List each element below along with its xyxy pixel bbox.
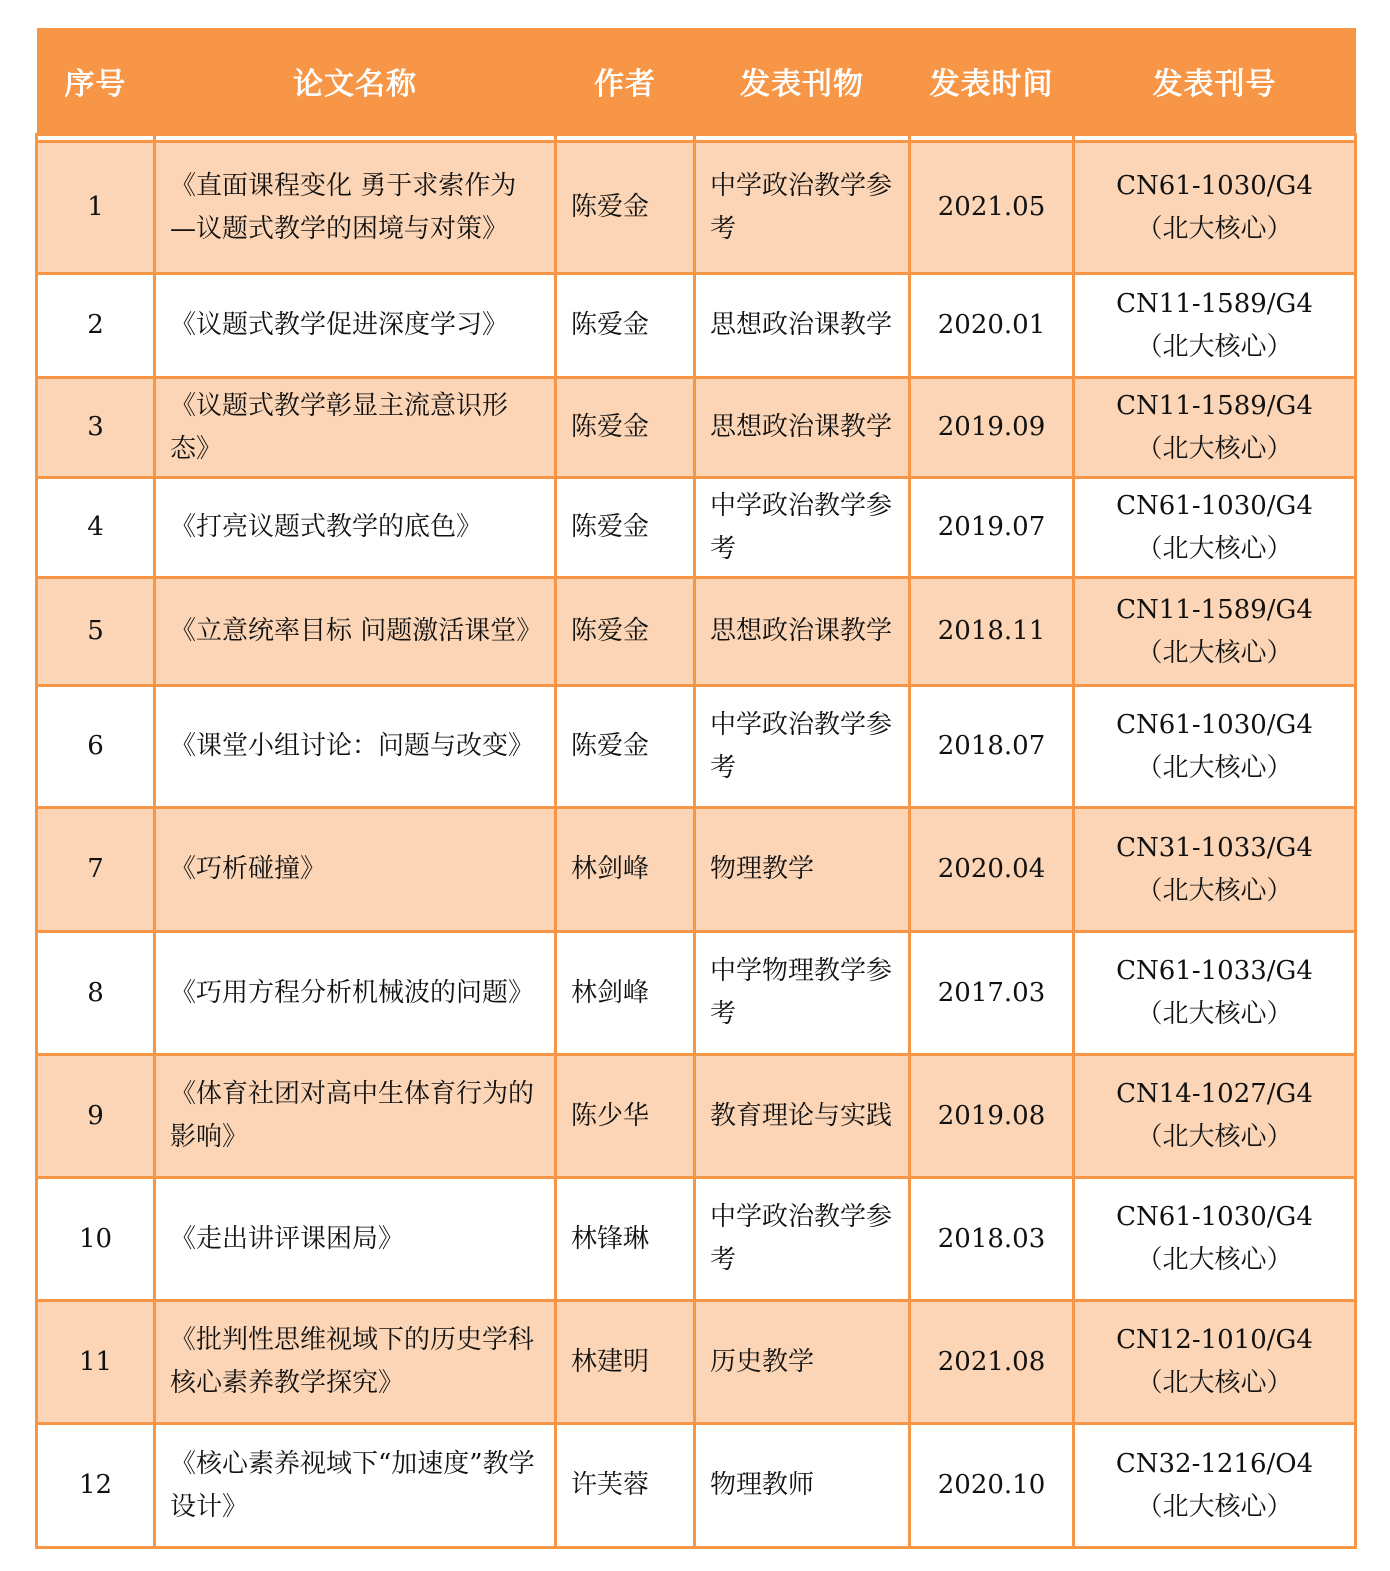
cell-journal: 中学政治教学参考 — [695, 478, 910, 578]
cn-number: CN61-1033/G4 — [1116, 956, 1313, 986]
cell-cn — [1074, 142, 1356, 274]
cell-no: 9 — [37, 1055, 155, 1178]
cn-number: CN11-1589/G4 — [1116, 288, 1313, 319]
cell-journal: 思想政治课教学 — [695, 274, 910, 378]
header-no: 序号 — [37, 28, 155, 135]
cell-journal: 中学物理教学参考 — [695, 932, 910, 1055]
cell-cn — [1074, 478, 1356, 578]
cell-date: 2020.10 — [910, 1424, 1074, 1548]
table-row — [37, 1055, 1356, 1178]
cell-journal: 物理教学 — [695, 808, 910, 932]
cn-number: CN14-1027/G4 — [1116, 1079, 1313, 1109]
header-cn: 发表刊号 — [1074, 28, 1356, 135]
cell-date: 2019.08 — [910, 1055, 1074, 1178]
cell-cn — [1074, 578, 1356, 686]
core-label: （北大核心） — [1136, 533, 1293, 564]
core-label: （北大核心） — [1136, 1122, 1293, 1152]
table-row — [37, 1301, 1356, 1424]
core-label: （北大核心） — [1136, 331, 1293, 362]
cell-no: 1 — [37, 142, 155, 274]
core-label: （北大核心） — [1136, 1368, 1293, 1398]
cell-title: 《批判性思维视域下的历史学科核心素养教学探究》 — [155, 1301, 556, 1424]
cell-no: 11 — [37, 1301, 155, 1424]
cell-no: 6 — [37, 686, 155, 808]
cell-title: 《课堂小组讨论：问题与改变》 — [155, 686, 556, 808]
cell-title: 《立意统率目标 问题激活课堂》 — [155, 578, 556, 686]
cell-cn — [1074, 932, 1356, 1055]
cell-journal: 物理教师 — [695, 1424, 910, 1548]
cell-title: 《议题式教学促进深度学习》 — [155, 274, 556, 378]
table-row — [37, 378, 1356, 478]
table-row — [37, 932, 1356, 1055]
cell-date: 2018.11 — [910, 578, 1074, 686]
cell-no: 10 — [37, 1178, 155, 1301]
cell-date: 2020.04 — [910, 808, 1074, 932]
core-label: （北大核心） — [1136, 999, 1293, 1029]
cell-date: 2018.07 — [910, 686, 1074, 808]
cn-number: CN11-1589/G4 — [1116, 594, 1313, 625]
cell-author: 陈爱金 — [556, 686, 695, 808]
cell-cn — [1074, 808, 1356, 932]
cn-number: CN61-1030/G4 — [1116, 490, 1313, 521]
cell-author: 许芙蓉 — [556, 1424, 695, 1548]
cn-number: CN61-1030/G4 — [1116, 709, 1313, 740]
cell-author: 陈少华 — [556, 1055, 695, 1178]
cell-author: 陈爱金 — [556, 378, 695, 478]
core-label: （北大核心） — [1136, 637, 1293, 668]
cn-number: CN11-1589/G4 — [1116, 390, 1313, 421]
cell-date: 2019.09 — [910, 378, 1074, 478]
header-title: 论文名称 — [155, 28, 556, 135]
cell-date: 2021.08 — [910, 1301, 1074, 1424]
cell-author: 林锋琳 — [556, 1178, 695, 1301]
table-row — [37, 578, 1356, 686]
cell-title: 《打亮议题式教学的底色》 — [155, 478, 556, 578]
cell-journal: 中学政治教学参考 — [695, 686, 910, 808]
cell-author: 林建明 — [556, 1301, 695, 1424]
cell-author: 陈爱金 — [556, 274, 695, 378]
table-row — [37, 686, 1356, 808]
cell-title: 《巧用方程分析机械波的问题》 — [155, 932, 556, 1055]
cell-author: 林剑峰 — [556, 932, 695, 1055]
cell-title: 《走出讲评课困局》 — [155, 1178, 556, 1301]
cell-cn — [1074, 1301, 1356, 1424]
cell-no: 3 — [37, 378, 155, 478]
table-row — [37, 478, 1356, 578]
cell-date: 2017.03 — [910, 932, 1074, 1055]
cell-no: 12 — [37, 1424, 155, 1548]
cell-journal: 中学政治教学参考 — [695, 142, 910, 274]
cell-no: 5 — [37, 578, 155, 686]
cell-journal: 历史教学 — [695, 1301, 910, 1424]
header-author: 作者 — [556, 28, 695, 135]
cell-no: 4 — [37, 478, 155, 578]
core-label: （北大核心） — [1136, 1245, 1293, 1275]
cell-title: 《体育社团对高中生体育行为的影响》 — [155, 1055, 556, 1178]
cell-title: 《巧析碰撞》 — [155, 808, 556, 932]
cell-no: 7 — [37, 808, 155, 932]
cn-number: CN61-1030/G4 — [1116, 1202, 1313, 1232]
cell-date: 2018.03 — [910, 1178, 1074, 1301]
core-label: （北大核心） — [1136, 1491, 1293, 1522]
core-label: （北大核心） — [1136, 875, 1293, 906]
core-label: （北大核心） — [1136, 433, 1293, 464]
cn-number: CN61-1030/G4 — [1116, 170, 1313, 201]
cn-number: CN31-1033/G4 — [1116, 832, 1313, 863]
header-date: 发表时间 — [910, 28, 1074, 135]
cell-date: 2019.07 — [910, 478, 1074, 578]
table-row — [37, 1424, 1356, 1548]
cell-journal: 中学政治教学参考 — [695, 1178, 910, 1301]
cell-cn — [1074, 686, 1356, 808]
header-row — [37, 28, 1356, 135]
table-row — [37, 808, 1356, 932]
cell-author: 陈爱金 — [556, 578, 695, 686]
cell-no: 8 — [37, 932, 155, 1055]
cell-title: 《核心素养视域下“加速度”教学设计》 — [155, 1424, 556, 1548]
cell-journal: 思想政治课教学 — [695, 378, 910, 478]
cell-cn — [1074, 274, 1356, 378]
core-label: （北大核心） — [1136, 213, 1293, 244]
table-row — [37, 274, 1356, 378]
cell-date: 2020.01 — [910, 274, 1074, 378]
cell-author: 陈爱金 — [556, 142, 695, 274]
cell-title: 《直面课程变化 勇于求索作为—议题式教学的困境与对策》 — [155, 142, 556, 274]
cell-journal: 思想政治课教学 — [695, 578, 910, 686]
header-journal: 发表刊物 — [695, 28, 910, 135]
cell-cn — [1074, 1424, 1356, 1548]
papers-table — [35, 28, 1357, 1549]
cell-title: 《议题式教学彰显主流意识形态》 — [155, 378, 556, 478]
cell-no: 2 — [37, 274, 155, 378]
cell-journal: 教育理论与实践 — [695, 1055, 910, 1178]
cell-cn — [1074, 1055, 1356, 1178]
table-row — [37, 142, 1356, 274]
cell-cn — [1074, 1178, 1356, 1301]
cell-author: 林剑峰 — [556, 808, 695, 932]
cell-author: 陈爱金 — [556, 478, 695, 578]
cell-cn — [1074, 378, 1356, 478]
table-row — [37, 1178, 1356, 1301]
cn-number: CN12-1010/G4 — [1116, 1325, 1313, 1355]
core-label: （北大核心） — [1136, 752, 1293, 783]
cell-date: 2021.05 — [910, 142, 1074, 274]
cn-number: CN32-1216/O4 — [1115, 1448, 1314, 1479]
